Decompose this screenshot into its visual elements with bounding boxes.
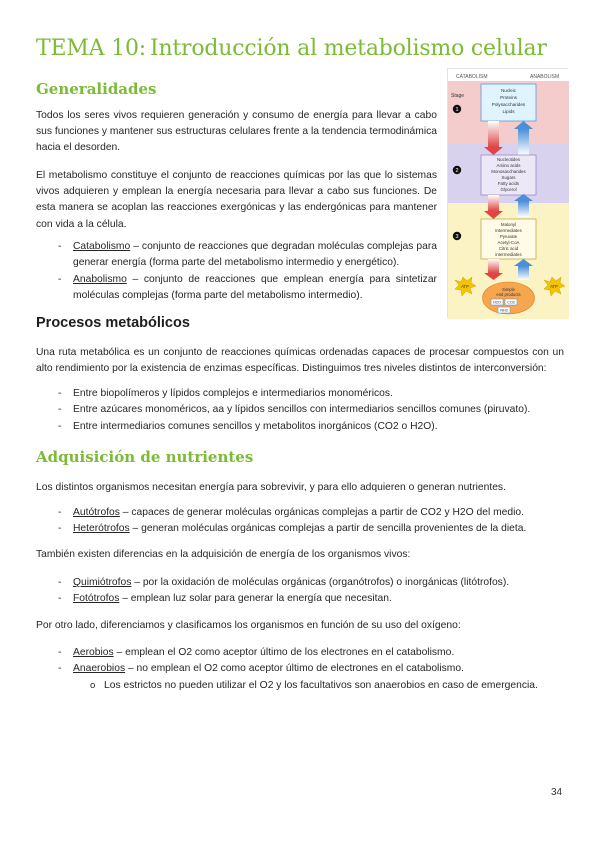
box2-line: Glycerol [500,187,517,192]
box3-line: intermediates [495,252,522,257]
box2-line: Nucleotides [497,157,520,162]
metabolism-diagram [447,68,568,318]
catabolic-arrow-1 [488,121,499,147]
anabolic-arrow-3 [518,266,529,280]
catabolism-label: CATABOLISM [456,74,488,80]
catabolism-anabolism-list [60,239,437,304]
term: Autótrofos [73,507,120,518]
box2-line: Amino acids [496,163,521,168]
anabolism-label: ANABOLISM [530,74,560,80]
definition: – no emplean el O2 como aceptor último de electrones en el catabolismo. [125,663,464,675]
box3-line: Pyruvate [499,234,518,239]
list-item: - Entre azúcares monoméricos, aa y lípidos sencillos con intermediarios sencillos comunes (piruvato). [60,402,560,418]
list-item: - Entre biopolímeros y lípidos complejos e intermediarios monoméricos. [60,386,560,402]
term: Aerobios [73,647,114,658]
box1-line: Nucleic [500,88,517,93]
box3-line: Malonyl [500,222,517,227]
oxygen-list [60,645,564,694]
anabolic-arrow-2 [518,201,529,217]
heading-adquisicion: Adquisición de nutrientes [36,448,254,466]
anabolic-arrow-1 [518,129,529,155]
term: Heterótrofos [73,523,130,535]
definition: – conjunto de reacciones que degradan moléculas complejas para generar energía (forma parte del metabolismo intermedio y energético). [73,241,437,269]
term: Catabolismo [73,241,131,252]
list-item [60,272,437,305]
term: Anaerobios [73,663,126,675]
trophic-list [60,505,564,538]
page-title [36,36,547,61]
stage-1-number: 1 [455,107,459,113]
list-item: - Entre intermediarios comunes sencillos y metabolitos inorgánicos (CO2 o H2O). [60,419,560,435]
stage-2-number: 2 [455,168,459,174]
stage-label: Stage [451,93,465,99]
energy-source-list [60,575,564,608]
definition: – conjunto de reacciones que emplean energía para sintetizar moléculas complejas (forma parte del metabolismo intermedio). [73,273,437,301]
box2-line: Monosaccharides [491,169,526,174]
energy-left-label: ATP [461,284,469,289]
paragraph: Todos los seres vivos requieren generación y consumo de energía para llevar a cabo sus funciones y mantener sus estructuras celulares frente a la tendencia termodinámica hacia el desorden. [36,110,437,154]
definition: – emplean el O2 como aceptor último de los electrones en el catabolismo. [113,647,455,658]
box3-line: Intermediates [495,228,522,233]
paragraph: Por otro lado, diferenciamos y clasificamos los organismos en función de su uso del oxígeno: [36,620,461,631]
definition: – por la oxidación de moléculas orgánicas (organótrofos) o inorgánicas (litótrofos). [131,577,510,588]
box1-line: Proteins [500,95,517,100]
cycle-label: Simple [502,287,515,292]
energy-right-label: ATP [550,284,558,289]
product-label: NH3 [500,308,508,313]
definition: – emplean luz solar para generar la energía que necesitan. [119,593,392,605]
list-item [60,645,564,661]
product-label: CO2 [507,300,515,305]
list-item [60,239,437,272]
title-number: TEMA 10: [36,36,146,61]
term: Quimiótrofos [73,577,132,588]
interconversion-list [60,386,560,435]
list-item [60,591,564,607]
term: Anabolismo [73,273,127,285]
product-label: H2O [493,300,501,305]
paragraph: Una ruta metabólica es un conjunto de reacciones químicas ordenadas capaces de procesar compuestos con un alto rendimiento por la existencia de enzimas específicas. Distinguimos tres niveles distintos de interconversión: [36,347,564,375]
heading-procesos: Procesos metabólicos [36,315,190,331]
term: Fotótrofos [73,593,120,605]
list-item [60,661,564,694]
definition: – generan moléculas orgánicas complejas a partir de sencilla provenientes de la dieta. [129,523,527,535]
list-item [60,505,564,521]
page-number: 34 [551,787,563,798]
paragraph: Los distintos organismos necesitan energía para sobrevivir, y para ello adquieren o generan nutrientes. [36,482,506,493]
sub-list-item: o Los estrictos no pueden utilizar el O2 y los facultativos son anaerobios en caso de emergencia. [90,678,564,694]
box3-line: Acetyl-CoA [497,240,520,245]
list-item [60,575,564,591]
box1-line: Polysaccharides [491,102,526,107]
definition: – capaces de generar moléculas orgánicas complejas a partir de CO2 y H2O del medio. [119,507,525,518]
list-item [60,521,564,537]
catabolic-arrow-3 [488,259,499,273]
title-text: Introducción al metabolismo celular [149,36,547,61]
heading-generalidades: Generalidades [36,80,157,98]
catabolic-arrow-2 [488,195,499,211]
box1-line: Lipids [502,109,515,114]
cycle-label: end products [496,292,521,297]
sub-list [90,678,564,694]
paragraph: El metabolismo constituye el conjunto de reacciones químicas por las que lo sistemas vivos adquieren y emplean la energía necesaria para llevar a cabo sus funciones. De esta manera se acoplan las reacciones exergónicas y las endergónicas para mantener con vida a la célula. [36,170,437,230]
paragraph: También existen diferencias en la adquisición de energía de los organismos vivos: [36,549,411,560]
box2-line: Fatty acids [497,181,520,186]
box3-line: Citric acid [498,246,519,251]
box2-line: Sugars [501,175,516,180]
metabolism-diagram-svg [448,69,569,319]
stage-3-number: 3 [455,234,459,240]
